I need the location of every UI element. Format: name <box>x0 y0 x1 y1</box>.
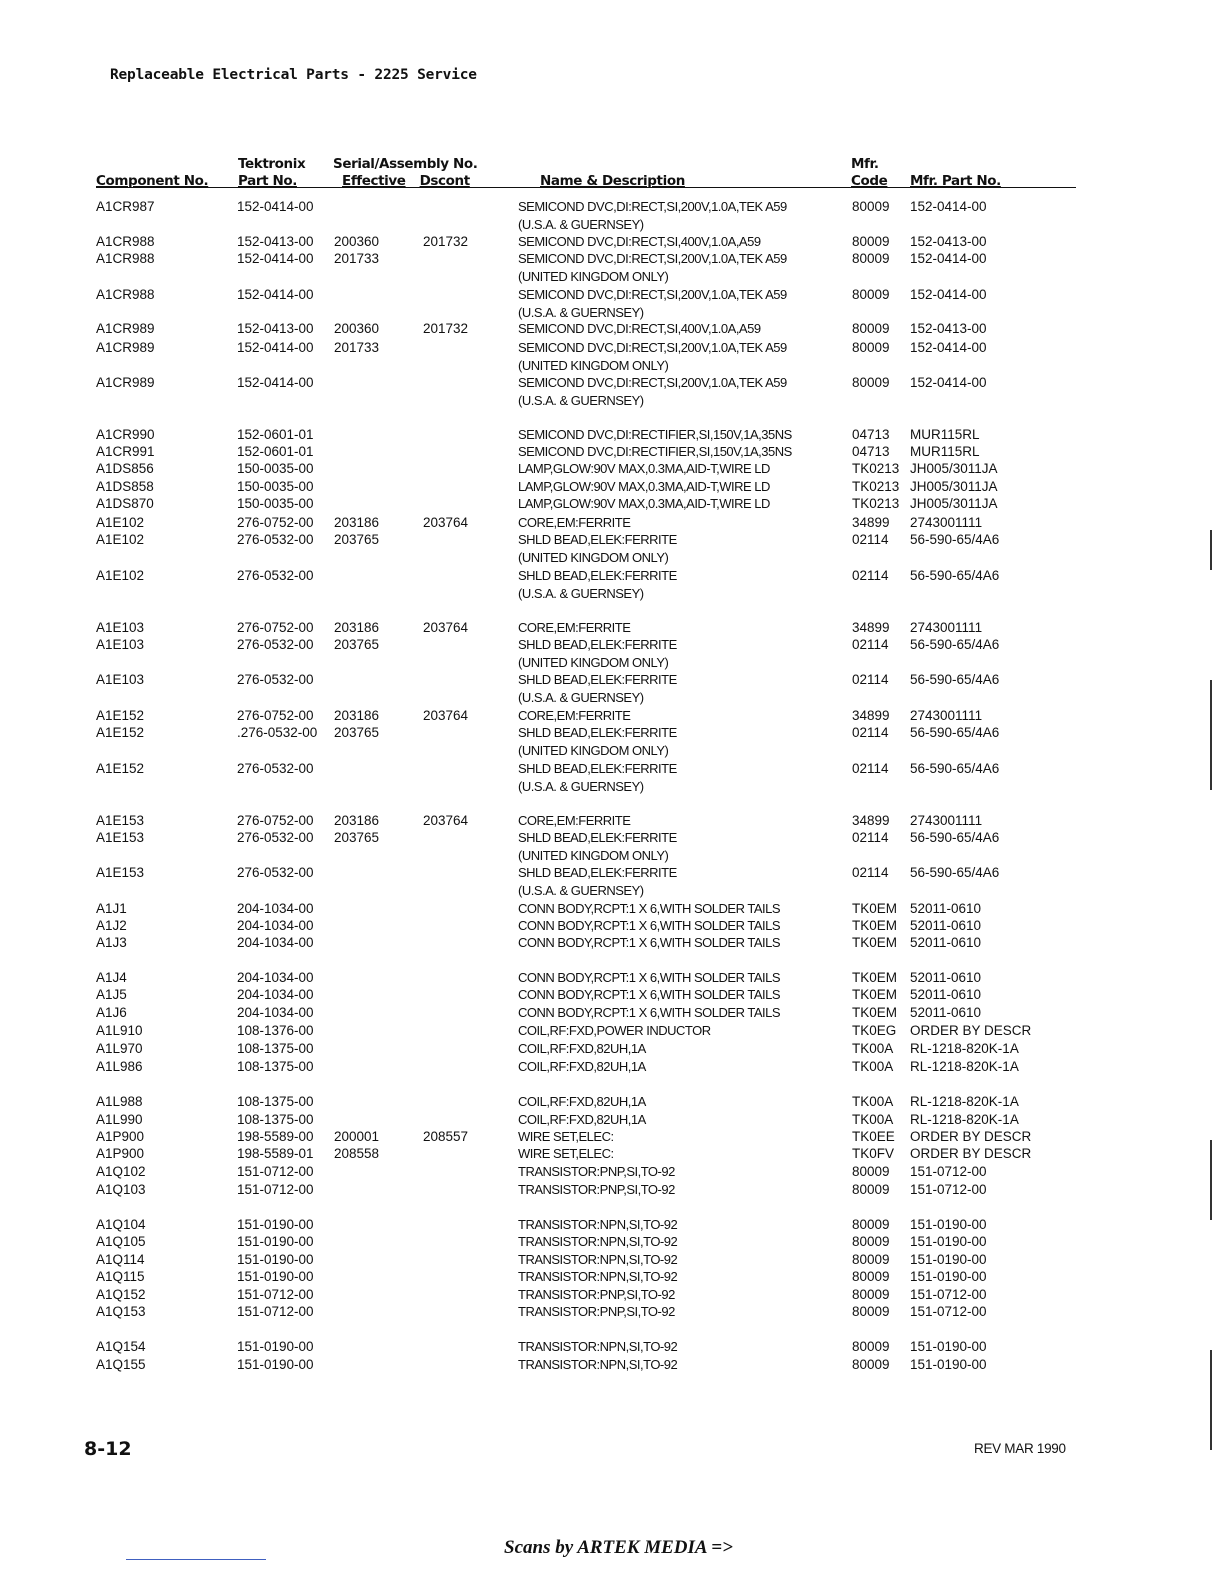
serial-effective: 200001 <box>334 1129 380 1144</box>
description: WIRE SET,ELEC: <box>518 1129 614 1144</box>
component-no: A1E153 <box>96 830 145 845</box>
part-no: 204-1034-00 <box>237 935 314 950</box>
mfr-code: 80009 <box>852 1217 890 1232</box>
mfr-code: TK00A <box>852 1094 894 1109</box>
description: TRANSISTOR:PNP,SI,TO-92 <box>518 1182 675 1197</box>
col-head-effective-label: Effective <box>342 173 406 189</box>
mfr-code: 80009 <box>852 1252 890 1267</box>
serial-effective: 201733 <box>334 251 380 266</box>
table-row <box>0 1058 1224 1094</box>
mfr-code: 02114 <box>852 830 889 845</box>
mfr-part-no: 151-0190-00 <box>910 1339 987 1354</box>
part-no: 108-1375-00 <box>237 1041 314 1056</box>
col-head-part-no-label: Part No. <box>238 173 297 189</box>
component-no: A1CR990 <box>96 427 155 442</box>
component-no: A1E152 <box>96 708 145 723</box>
component-no: A1CR987 <box>96 199 155 214</box>
mfr-part-no: 56-590-65/4A6 <box>910 672 1000 687</box>
part-no: 108-1376-00 <box>237 1023 314 1038</box>
mfr-code: TK0213 <box>852 461 900 476</box>
serial-effective: 203186 <box>334 708 380 723</box>
mfr-part-no: 56-590-65/4A6 <box>910 568 1000 583</box>
mfr-part-no: 151-0190-00 <box>910 1217 987 1232</box>
part-no: 276-0532-00 <box>237 830 314 845</box>
part-no: 152-0601-01 <box>237 427 314 442</box>
scan-underline <box>126 1559 266 1560</box>
revision-date: REV MAR 1990 <box>974 1441 1066 1456</box>
serial-dscont: 201732 <box>423 321 469 336</box>
mfr-part-no: 56-590-65/4A6 <box>910 725 1000 740</box>
mfr-part-no: 52011-0610 <box>910 970 982 985</box>
part-no: 152-0414-00 <box>237 287 314 302</box>
description: SEMICOND DVC,DI:RECT,SI,200V,1.0A,TEK A59 (U.S.A. & GUERNSEY) <box>518 287 787 320</box>
mfr-part-no: RL-1218-820K-1A <box>910 1059 1019 1074</box>
part-no: 276-0532-00 <box>237 865 314 880</box>
mfr-code: 80009 <box>852 1164 890 1179</box>
page-number: 8-12 <box>84 1438 132 1460</box>
description: TRANSISTOR:NPN,SI,TO-92 <box>518 1234 678 1249</box>
serial-effective: 203765 <box>334 725 380 740</box>
mfr-part-no: 56-590-65/4A6 <box>910 761 1000 776</box>
component-no: A1L910 <box>96 1023 143 1038</box>
mfr-code: 02114 <box>852 865 889 880</box>
description: SEMICOND DVC,DI:RECT,SI,400V,1.0A,A59 <box>518 234 761 249</box>
description: SHLD BEAD,ELEK:FERRITE (UNITED KINGDOM ONLY) <box>518 532 677 565</box>
description: TRANSISTOR:PNP,SI,TO-92 <box>518 1304 675 1319</box>
component-no: A1E102 <box>96 515 145 530</box>
part-no: 151-0190-00 <box>237 1217 314 1232</box>
description: SHLD BEAD,ELEK:FERRITE (U.S.A. & GUERNSEY) <box>518 568 677 601</box>
component-no: A1Q104 <box>96 1217 146 1232</box>
mfr-part-no: 152-0414-00 <box>910 340 987 355</box>
part-no: 152-0414-00 <box>237 340 314 355</box>
description: TRANSISTOR:NPN,SI,TO-92 <box>518 1357 678 1372</box>
mfr-code: 80009 <box>852 1339 890 1354</box>
mfr-part-no: 56-590-65/4A6 <box>910 532 1000 547</box>
description: LAMP,GLOW:90V MAX,0.3MA,AID-T,WIRE LD <box>518 479 770 494</box>
serial-dscont: 203764 <box>423 620 469 635</box>
mfr-code: TK0EM <box>852 918 898 933</box>
description: SHLD BEAD,ELEK:FERRITE (U.S.A. & GUERNSEY) <box>518 761 677 794</box>
component-no: A1J6 <box>96 1005 127 1020</box>
mfr-part-no: 151-0190-00 <box>910 1357 987 1372</box>
serial-dscont: 203764 <box>423 515 469 530</box>
part-no: 151-0190-00 <box>237 1339 314 1354</box>
mfr-part-no: 56-590-65/4A6 <box>910 865 1000 880</box>
component-no: A1CR989 <box>96 375 155 390</box>
table-row <box>0 934 1224 970</box>
mfr-part-no: 2743001111 <box>910 515 983 530</box>
table-row <box>0 1303 1224 1339</box>
mfr-part-no: 151-0712-00 <box>910 1164 987 1179</box>
description: SEMICOND DVC,DI:RECTIFIER,SI,150V,1A,35NS <box>518 427 792 442</box>
scan-edge-mark <box>1210 680 1212 790</box>
mfr-part-no: MUR115RL <box>910 444 980 459</box>
component-no: A1CR988 <box>96 251 155 266</box>
part-no: 198-5589-00 <box>237 1129 314 1144</box>
table-row <box>0 567 1224 603</box>
mfr-part-no: RL-1218-820K-1A <box>910 1041 1019 1056</box>
col-head-serial-label: Serial/Assembly No. <box>333 156 478 172</box>
component-no: A1CR988 <box>96 287 155 302</box>
description: SHLD BEAD,ELEK:FERRITE (U.S.A. & GUERNSEY) <box>518 672 677 705</box>
component-no: A1J3 <box>96 935 127 950</box>
col-head-dscont-label: Dscont <box>419 173 470 189</box>
component-no: A1J2 <box>96 918 127 933</box>
mfr-part-no: 2743001111 <box>910 708 983 723</box>
table-row <box>0 531 1224 567</box>
table-row <box>0 374 1224 410</box>
mfr-code: 80009 <box>852 1234 890 1249</box>
serial-effective: 200360 <box>334 321 380 336</box>
scan-edge-mark <box>1210 1140 1212 1220</box>
table-row <box>0 286 1224 322</box>
part-no: 151-0190-00 <box>237 1269 314 1284</box>
description: TRANSISTOR:PNP,SI,TO-92 <box>518 1287 675 1302</box>
scan-edge-mark <box>1210 1350 1212 1450</box>
serial-effective: 201733 <box>334 340 380 355</box>
description: TRANSISTOR:NPN,SI,TO-92 <box>518 1339 678 1354</box>
mfr-part-no: JH005/3011JA <box>910 496 998 511</box>
mfr-part-no: RL-1218-820K-1A <box>910 1112 1019 1127</box>
mfr-part-no: 52011-0610 <box>910 935 982 950</box>
part-no: 150-0035-00 <box>237 461 314 476</box>
part-no: 204-1034-00 <box>237 970 314 985</box>
table-row <box>0 724 1224 760</box>
part-no: 151-0712-00 <box>237 1304 314 1319</box>
component-no: A1E102 <box>96 568 145 583</box>
description: SEMICOND DVC,DI:RECT,SI,400V,1.0A,A59 <box>518 321 761 336</box>
description: CORE,EM:FERRITE <box>518 708 631 723</box>
component-no: A1P900 <box>96 1146 145 1161</box>
col-head-mfr-part-no: Mfr. Part No. <box>910 173 1001 189</box>
mfr-code: 02114 <box>852 725 889 740</box>
table-row <box>0 760 1224 796</box>
description: CONN BODY,RCPT:1 X 6,WITH SOLDER TAILS <box>518 918 781 933</box>
component-no: A1Q154 <box>96 1339 146 1354</box>
serial-dscont: 208557 <box>423 1129 469 1144</box>
mfr-code: TK0213 <box>852 496 900 511</box>
component-no: A1E103 <box>96 637 145 652</box>
mfr-code: 80009 <box>852 199 890 214</box>
part-no: 150-0035-00 <box>237 496 314 511</box>
table-row <box>0 1356 1224 1392</box>
serial-effective: 200360 <box>334 234 380 249</box>
component-no: A1E152 <box>96 725 145 740</box>
part-no: 151-0190-00 <box>237 1357 314 1372</box>
description: COIL,RF:FXD,82UH,1A <box>518 1094 646 1109</box>
mfr-code: TK0EG <box>852 1023 897 1038</box>
part-no: 198-5589-01 <box>237 1146 314 1161</box>
serial-effective: 203186 <box>334 620 380 635</box>
mfr-code: 80009 <box>852 251 890 266</box>
description: SEMICOND DVC,DI:RECT,SI,200V,1.0A,TEK A59 (U.S.A. & GUERNSEY) <box>518 375 787 408</box>
serial-effective: 203186 <box>334 813 380 828</box>
mfr-part-no: ORDER BY DESCR <box>910 1023 1032 1038</box>
mfr-part-no: ORDER BY DESCR <box>910 1129 1032 1144</box>
mfr-part-no: 151-0712-00 <box>910 1287 987 1302</box>
component-no: A1E103 <box>96 620 145 635</box>
mfr-code: 34899 <box>852 515 890 530</box>
description: CONN BODY,RCPT:1 X 6,WITH SOLDER TAILS <box>518 987 781 1002</box>
mfr-code: TK0EM <box>852 901 898 916</box>
part-no: 151-0712-00 <box>237 1182 314 1197</box>
component-no: A1P900 <box>96 1129 145 1144</box>
serial-effective: 203765 <box>334 830 380 845</box>
mfr-code: 34899 <box>852 813 890 828</box>
part-no: 108-1375-00 <box>237 1094 314 1109</box>
description: CORE,EM:FERRITE <box>518 620 631 635</box>
mfr-part-no: RL-1218-820K-1A <box>910 1094 1019 1109</box>
mfr-part-no: 56-590-65/4A6 <box>910 637 1000 652</box>
mfr-code: 02114 <box>852 532 889 547</box>
table-row <box>0 250 1224 286</box>
mfr-code: TK00A <box>852 1041 894 1056</box>
part-no: 152-0413-00 <box>237 321 314 336</box>
col-head-code-label: Code <box>851 173 888 189</box>
component-no: A1Q105 <box>96 1234 146 1249</box>
part-no: 150-0035-00 <box>237 479 314 494</box>
mfr-part-no: 151-0190-00 <box>910 1269 987 1284</box>
mfr-code: TK0EM <box>852 987 898 1002</box>
table-row <box>0 671 1224 707</box>
mfr-part-no: 152-0414-00 <box>910 199 987 214</box>
mfr-code: 80009 <box>852 321 890 336</box>
component-no: A1E103 <box>96 672 145 687</box>
mfr-code: 80009 <box>852 1357 890 1372</box>
description: TRANSISTOR:NPN,SI,TO-92 <box>518 1269 678 1284</box>
component-no: A1CR989 <box>96 340 155 355</box>
part-no: 276-0752-00 <box>237 515 314 530</box>
part-no: 151-0712-00 <box>237 1287 314 1302</box>
part-no: 152-0601-01 <box>237 444 314 459</box>
mfr-part-no: 152-0414-00 <box>910 375 987 390</box>
mfr-part-no: 151-0712-00 <box>910 1304 987 1319</box>
part-no: 276-0532-00 <box>237 637 314 652</box>
mfr-part-no: 152-0413-00 <box>910 321 987 336</box>
serial-effective: 203765 <box>334 637 380 652</box>
component-no: A1L988 <box>96 1094 143 1109</box>
description: COIL,RF:FXD,82UH,1A <box>518 1041 646 1056</box>
description: SEMICOND DVC,DI:RECT,SI,200V,1.0A,TEK A59 (U.S.A. & GUERNSEY) <box>518 199 787 232</box>
description: SHLD BEAD,ELEK:FERRITE (UNITED KINGDOM ONLY) <box>518 637 677 670</box>
col-head-mfr-label: Mfr. <box>851 156 879 172</box>
description: TRANSISTOR:NPN,SI,TO-92 <box>518 1252 678 1267</box>
component-no: A1J4 <box>96 970 127 985</box>
description: SEMICOND DVC,DI:RECTIFIER,SI,150V,1A,35NS <box>518 444 792 459</box>
description: WIRE SET,ELEC: <box>518 1146 614 1161</box>
part-no: 276-0752-00 <box>237 813 314 828</box>
part-no: 152-0414-00 <box>237 251 314 266</box>
part-no: 276-0532-00 <box>237 672 314 687</box>
mfr-code: 34899 <box>852 708 890 723</box>
part-no: 276-0752-00 <box>237 620 314 635</box>
part-no: .276-0532-00 <box>237 725 318 740</box>
mfr-code: 04713 <box>852 444 890 459</box>
mfr-code: TK00A <box>852 1112 894 1127</box>
table-row <box>0 864 1224 900</box>
part-no: 152-0413-00 <box>237 234 314 249</box>
mfr-code: 02114 <box>852 672 889 687</box>
description: COIL,RF:FXD,POWER INDUCTOR <box>518 1023 711 1038</box>
mfr-code: TK0EE <box>852 1129 895 1144</box>
serial-dscont: 203764 <box>423 813 469 828</box>
description: CONN BODY,RCPT:1 X 6,WITH SOLDER TAILS <box>518 1005 781 1020</box>
mfr-part-no: ORDER BY DESCR <box>910 1146 1032 1161</box>
component-no: A1DS858 <box>96 479 154 494</box>
component-no: A1L990 <box>96 1112 143 1127</box>
mfr-code: 02114 <box>852 761 889 776</box>
description: CORE,EM:FERRITE <box>518 813 631 828</box>
serial-effective: 203765 <box>334 532 380 547</box>
description: LAMP,GLOW:90V MAX,0.3MA,AID-T,WIRE LD <box>518 461 770 476</box>
mfr-code: 80009 <box>852 234 890 249</box>
part-no: 108-1375-00 <box>237 1059 314 1074</box>
mfr-code: TK0213 <box>852 479 900 494</box>
component-no: A1Q103 <box>96 1182 146 1197</box>
part-no: 204-1034-00 <box>237 918 314 933</box>
component-no: A1E102 <box>96 532 145 547</box>
component-no: A1L970 <box>96 1041 143 1056</box>
description: CONN BODY,RCPT:1 X 6,WITH SOLDER TAILS <box>518 901 781 916</box>
part-no: 276-0532-00 <box>237 761 314 776</box>
component-no: A1L986 <box>96 1059 143 1074</box>
part-no: 152-0414-00 <box>237 375 314 390</box>
part-no: 276-0532-00 <box>237 568 314 583</box>
description: CORE,EM:FERRITE <box>518 515 631 530</box>
mfr-code: 80009 <box>852 1304 890 1319</box>
part-no: 151-0190-00 <box>237 1234 314 1249</box>
mfr-part-no: 2743001111 <box>910 813 983 828</box>
col-head-tektronix-label: Tektronix <box>238 156 306 172</box>
component-no: A1CR991 <box>96 444 155 459</box>
description: TRANSISTOR:NPN,SI,TO-92 <box>518 1217 678 1232</box>
mfr-part-no: JH005/3011JA <box>910 461 998 476</box>
table-row <box>0 198 1224 234</box>
mfr-part-no: 52011-0610 <box>910 901 982 916</box>
component-no: A1Q114 <box>96 1252 145 1267</box>
part-no: 151-0190-00 <box>237 1252 314 1267</box>
part-no: 204-1034-00 <box>237 1005 314 1020</box>
mfr-part-no: JH005/3011JA <box>910 479 998 494</box>
part-no: 276-0752-00 <box>237 708 314 723</box>
component-no: A1E153 <box>96 813 145 828</box>
mfr-part-no: 2743001111 <box>910 620 983 635</box>
scan-credit: Scans by ARTEK MEDIA => <box>504 1537 733 1558</box>
mfr-code: TK0EM <box>852 935 898 950</box>
description: TRANSISTOR:PNP,SI,TO-92 <box>518 1164 675 1179</box>
mfr-code: 80009 <box>852 1182 890 1197</box>
mfr-code: TK0EM <box>852 1005 898 1020</box>
part-no: 204-1034-00 <box>237 901 314 916</box>
component-no: A1Q152 <box>96 1287 146 1302</box>
description: SHLD BEAD,ELEK:FERRITE (UNITED KINGDOM ONLY) <box>518 830 677 863</box>
table-row <box>0 1181 1224 1217</box>
mfr-code: 80009 <box>852 1269 890 1284</box>
description: COIL,RF:FXD,82UH,1A <box>518 1059 646 1074</box>
part-no: 151-0712-00 <box>237 1164 314 1179</box>
mfr-code: 04713 <box>852 427 890 442</box>
serial-dscont: 203764 <box>423 708 469 723</box>
page-header: Replaceable Electrical Parts - 2225 Service <box>110 67 477 83</box>
table-row <box>0 829 1224 865</box>
scan-edge-mark <box>1210 530 1212 570</box>
description: SHLD BEAD,ELEK:FERRITE (UNITED KINGDOM ONLY) <box>518 725 677 758</box>
part-no: 276-0532-00 <box>237 532 314 547</box>
description: SHLD BEAD,ELEK:FERRITE (U.S.A. & GUERNSEY) <box>518 865 677 898</box>
mfr-code: 34899 <box>852 620 890 635</box>
table-row <box>0 339 1224 375</box>
mfr-part-no: 152-0414-00 <box>910 287 987 302</box>
description: SEMICOND DVC,DI:RECT,SI,200V,1.0A,TEK A59 (UNITED KINGDOM ONLY) <box>518 340 787 373</box>
part-no: 152-0414-00 <box>237 199 314 214</box>
mfr-code: 80009 <box>852 287 890 302</box>
description: LAMP,GLOW:90V MAX,0.3MA,AID-T,WIRE LD <box>518 496 770 511</box>
mfr-part-no: MUR115RL <box>910 427 980 442</box>
mfr-part-no: 56-590-65/4A6 <box>910 830 1000 845</box>
mfr-part-no: 52011-0610 <box>910 1005 982 1020</box>
component-no: A1CR988 <box>96 234 155 249</box>
component-no: A1DS856 <box>96 461 154 476</box>
component-no: A1Q115 <box>96 1269 145 1284</box>
mfr-code: TK0EM <box>852 970 898 985</box>
part-no: 108-1375-00 <box>237 1112 314 1127</box>
component-no: A1Q102 <box>96 1164 146 1179</box>
part-no: 204-1034-00 <box>237 987 314 1002</box>
serial-effective: 203186 <box>334 515 380 530</box>
component-no: A1J5 <box>96 987 127 1002</box>
mfr-part-no: 52011-0610 <box>910 987 982 1002</box>
mfr-part-no: 152-0413-00 <box>910 234 987 249</box>
mfr-part-no: 52011-0610 <box>910 918 982 933</box>
component-no: A1E153 <box>96 865 145 880</box>
description: SEMICOND DVC,DI:RECT,SI,200V,1.0A,TEK A59 (UNITED KINGDOM ONLY) <box>518 251 787 284</box>
mfr-code: TK00A <box>852 1059 894 1074</box>
mfr-part-no: 151-0190-00 <box>910 1252 987 1267</box>
col-head-component-no: Component No. <box>96 173 209 189</box>
component-no: A1CR989 <box>96 321 155 336</box>
table-row <box>0 636 1224 672</box>
mfr-code: 02114 <box>852 568 889 583</box>
description: CONN BODY,RCPT:1 X 6,WITH SOLDER TAILS <box>518 935 781 950</box>
col-head-name-description: Name & Description <box>540 173 685 189</box>
component-no: A1E152 <box>96 761 145 776</box>
component-no: A1Q153 <box>96 1304 146 1319</box>
mfr-part-no: 151-0712-00 <box>910 1182 987 1197</box>
mfr-code: 80009 <box>852 340 890 355</box>
description: CONN BODY,RCPT:1 X 6,WITH SOLDER TAILS <box>518 970 781 985</box>
serial-effective: 208558 <box>334 1146 380 1161</box>
mfr-code: TK0FV <box>852 1146 895 1161</box>
serial-dscont: 201732 <box>423 234 469 249</box>
description: COIL,RF:FXD,82UH,1A <box>518 1112 646 1127</box>
component-no: A1Q155 <box>96 1357 146 1372</box>
mfr-part-no: 151-0190-00 <box>910 1234 987 1249</box>
mfr-code: 80009 <box>852 375 890 390</box>
mfr-code: 80009 <box>852 1287 890 1302</box>
mfr-part-no: 152-0414-00 <box>910 251 987 266</box>
component-no: A1J1 <box>96 901 127 916</box>
component-no: A1DS870 <box>96 496 154 511</box>
mfr-code: 02114 <box>852 637 889 652</box>
